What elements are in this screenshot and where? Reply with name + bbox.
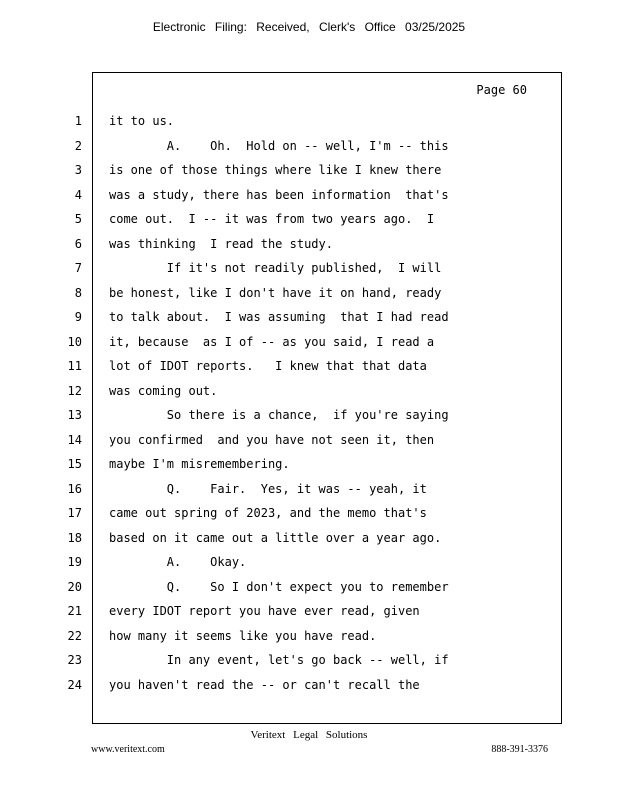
line-text: to talk about. I was assuming that I had read — [109, 310, 449, 324]
line-number: 1 — [74, 114, 82, 128]
line-number: 23 — [67, 653, 82, 667]
line-number: 14 — [67, 432, 82, 447]
line-text: how many it seems like you have read. — [109, 628, 377, 643]
line-text: come out. I -- it was from two years ago. I — [109, 212, 435, 226]
line-text: is one of those things where like I knew there — [109, 163, 442, 177]
line-number: 19 — [67, 555, 82, 569]
line-number: 4 — [74, 187, 82, 202]
filing-stamp: Electronic Filing: Received, Clerk's Office 03/25/2025 — [152, 20, 466, 34]
line-text: be honest, like I don't have it on hand, ready — [109, 285, 442, 300]
footer-company: Veritext Legal Solutions — [250, 729, 368, 741]
line-text: based on it came out a little over a year ago. — [109, 530, 442, 545]
line-number: 8 — [74, 285, 82, 300]
line-number: 16 — [67, 481, 82, 496]
line-number: 17 — [67, 506, 82, 520]
line-number: 7 — [74, 261, 82, 275]
page-number: Page 60 — [476, 83, 527, 97]
line-number: 13 — [67, 408, 82, 422]
line-number: 11 — [67, 359, 82, 373]
line-text: it to us. — [109, 114, 175, 128]
line-number: 22 — [67, 628, 82, 643]
line-number: 6 — [74, 236, 82, 251]
line-text: you haven't read the -- or can't recall the — [109, 677, 420, 692]
line-number: 24 — [67, 677, 82, 692]
line-number: 10 — [67, 334, 82, 349]
line-text: it, because as I of -- as you said, I read a — [109, 334, 435, 349]
line-text: was a study, there has been information that's — [109, 187, 449, 202]
line-number: 2 — [74, 138, 82, 153]
line-text: A. Oh. Hold on -- well, I'm -- this — [109, 138, 449, 153]
footer-website: www.veritext.com — [91, 744, 165, 755]
line-text: If it's not readily published, I will — [109, 261, 442, 275]
line-text: maybe I'm misremembering. — [109, 457, 290, 471]
line-number: 3 — [74, 163, 82, 177]
line-number: 20 — [67, 579, 82, 594]
line-text: So there is a chance, if you're saying — [109, 408, 449, 422]
line-text: you confirmed and you have not seen it, then — [109, 432, 435, 447]
line-text: was coming out. — [109, 383, 218, 398]
footer-phone: 888-391-3376 — [491, 744, 548, 755]
line-text: came out spring of 2023, and the memo that's — [109, 506, 427, 520]
line-text: every IDOT report you have ever read, given — [109, 604, 420, 618]
line-number: 15 — [67, 457, 82, 471]
line-text: A. Okay. — [109, 555, 247, 569]
line-text: In any event, let's go back -- well, if — [109, 653, 449, 667]
line-number: 18 — [67, 530, 82, 545]
line-number: 21 — [67, 604, 82, 618]
line-text: was thinking I read the study. — [109, 236, 333, 251]
line-text: Q. Fair. Yes, it was -- yeah, it — [109, 481, 427, 496]
line-text: Q. So I don't expect you to remember — [109, 579, 449, 594]
line-text: lot of IDOT reports. I knew that that data — [109, 359, 427, 373]
line-number: 9 — [74, 310, 82, 324]
line-number: 5 — [74, 212, 82, 226]
line-number: 12 — [67, 383, 82, 398]
